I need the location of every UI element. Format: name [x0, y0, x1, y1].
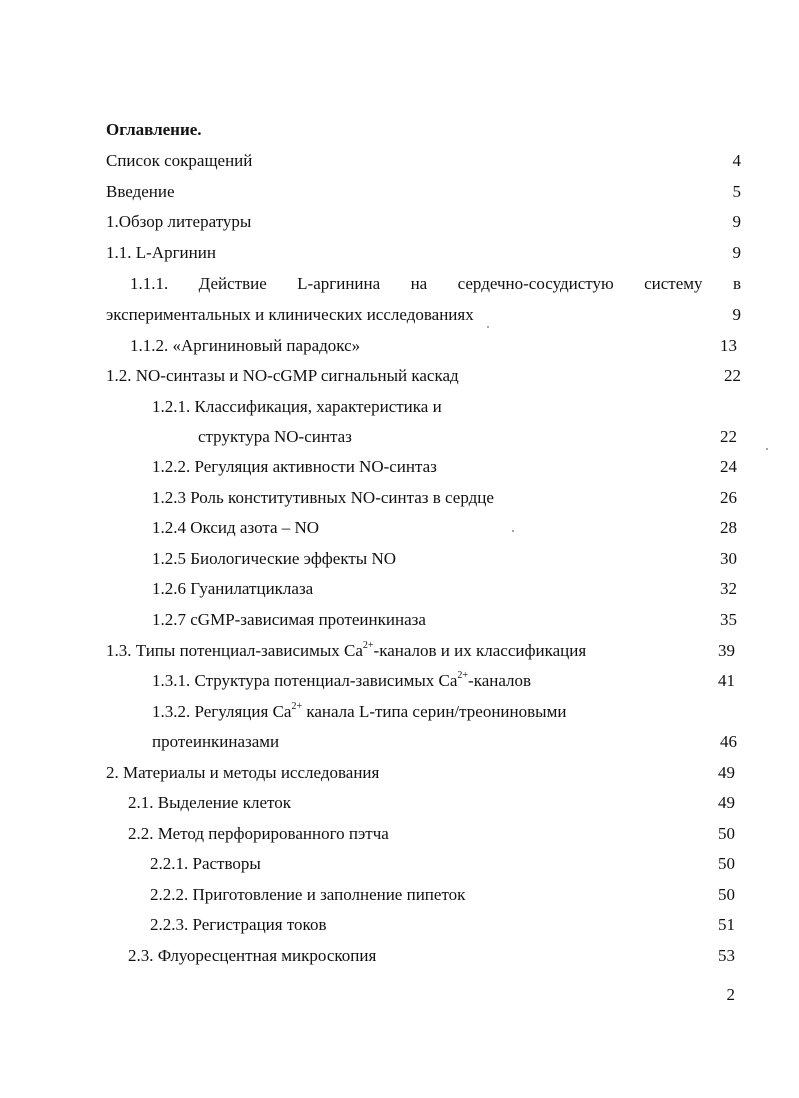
toc-word: на: [410, 274, 428, 293]
toc-entry-page: 4: [732, 151, 741, 170]
toc-label-part: 1.3. Типы потенциал-зависимых Ca: [106, 641, 363, 660]
toc-entry: [106, 640, 735, 662]
toc-word: сердечно-сосудистую: [457, 274, 614, 293]
toc-entry-label: 1.2.6 Гуанилатциклаза: [152, 579, 314, 598]
toc-entry-label: [152, 670, 531, 692]
toc-entry-label: 1.Обзор литературы: [106, 212, 252, 231]
toc-entry-label: 1.2.7 cGMP-зависимая протеинкиназа: [152, 610, 426, 629]
toc-word: L-аргинина: [297, 274, 381, 293]
toc-entry: [106, 211, 741, 233]
scan-speck: [766, 448, 768, 450]
toc-entry-page: 26: [720, 488, 737, 507]
toc-entry: [128, 945, 735, 967]
toc-entry-page: 24: [720, 457, 737, 476]
toc-entry-page: 49: [718, 793, 735, 812]
toc-entry-label: 2.3. Флуоресцентная микроскопия: [128, 946, 377, 965]
toc-entry-page: 49: [718, 763, 735, 782]
toc-entry-page: 13: [720, 336, 737, 355]
toc-entry: [152, 670, 735, 692]
toc-entry-label: Введение: [106, 182, 175, 201]
toc-entry-label: 2. Материалы и методы исследования: [106, 763, 380, 782]
toc-entry-label: 1.2.3 Роль конститутивных NO-синтаз в сердце: [152, 488, 494, 507]
toc-label-part: -каналов: [468, 671, 532, 690]
toc-entry-page: 32: [720, 579, 737, 598]
toc-entry: [106, 150, 741, 172]
toc-label-part: канала L-типа серин/треониновыми: [302, 702, 567, 721]
toc-entry: [152, 517, 737, 539]
scan-speck: [487, 326, 489, 328]
toc-entry: [152, 548, 737, 570]
toc-entry-page: 9: [732, 305, 741, 324]
toc-entry-label-cont: экспериментальных и клинических исследованиях: [106, 305, 474, 324]
toc-entry-page: 39: [718, 641, 735, 660]
toc-entry: [152, 731, 737, 753]
toc-entry: [128, 792, 735, 814]
toc-entry-label: 1.2.4 Оксид азота – NO: [152, 518, 320, 537]
toc-label-superscript: 2+: [457, 670, 469, 681]
toc-entry: [150, 914, 735, 936]
toc-entry: [152, 609, 737, 631]
toc-entry-label-cont: структура NO-синтаз: [198, 427, 352, 446]
toc-entry-label: 1.2.1. Классификация, характеристика и: [152, 397, 442, 416]
toc-label-superscript: 2+: [291, 701, 303, 712]
toc-word: системy: [644, 274, 703, 293]
toc-label-part: 1.3.2. Регуляция Ca: [152, 702, 292, 721]
toc-entry-label: 2.2.2. Приготовление и заполнение пипеток: [150, 885, 466, 904]
toc-entry-page: 51: [718, 915, 735, 934]
toc-word: 1.1.1.: [130, 274, 169, 293]
toc-entry: [106, 365, 741, 387]
toc-entry-label: [106, 640, 586, 662]
page-number: 2: [726, 985, 735, 1004]
toc-entry-page: 41: [718, 671, 735, 690]
toc-entry-label: 1.1.2. «Аргининовый парадокс»: [130, 336, 361, 355]
toc-entry-label: [152, 701, 566, 723]
toc-entry: [152, 396, 737, 418]
toc-entry-label-cont: протеинкиназами: [152, 732, 280, 751]
toc-entry-page: 35: [720, 610, 737, 629]
toc-entry-label: 2.2.1. Растворы: [150, 854, 261, 873]
toc-entry: [106, 762, 735, 784]
toc-entry-page: 53: [718, 946, 735, 965]
toc-entry-page: 28: [720, 518, 737, 537]
toc-entry-page: 50: [718, 824, 735, 843]
toc-entry-label: 1.1. L-Аргинин: [106, 243, 216, 262]
toc-entry-label: 2.1. Выделение клеток: [128, 793, 291, 812]
toc-entry-label: 1.2.2. Регуляция активности NO-синтаз: [152, 457, 437, 476]
toc-entry: [152, 456, 737, 478]
toc-entry-page: 30: [720, 549, 737, 568]
toc-label-part: -каналов и их классификация: [373, 641, 587, 660]
toc-entry-label: Список сокращений: [106, 151, 253, 170]
scan-speck: [512, 530, 514, 532]
toc-entry-page: 50: [718, 885, 735, 904]
toc-entry: [150, 853, 735, 875]
toc-entry-page: 9: [732, 212, 741, 231]
toc-entry: [152, 578, 737, 600]
toc-entry: [106, 304, 741, 326]
toc-entry-page: 50: [718, 854, 735, 873]
toc-entry-page: 5: [732, 182, 741, 201]
toc-title: Оглавление.: [106, 120, 202, 139]
toc-entry: [128, 823, 735, 845]
toc-entry-label: 2.2.3. Регистрация токов: [150, 915, 327, 934]
toc-entry-label: 1.2.5 Биологические эффекты NO: [152, 549, 397, 568]
toc-label-superscript: 2+: [362, 640, 374, 651]
toc-entry: [106, 181, 741, 203]
toc-word: Действие: [198, 274, 267, 293]
toc-entry-page: 22: [720, 427, 737, 446]
toc-entry-page: 9: [732, 243, 741, 262]
toc-entry: [152, 487, 737, 509]
toc-entry: [152, 701, 737, 723]
toc-entry-justified-line: [130, 273, 741, 295]
toc-entry: [198, 426, 737, 448]
toc-entry: [106, 242, 741, 264]
toc-entry: [130, 335, 737, 357]
toc-word: в: [732, 274, 741, 293]
toc-label-part: 1.3.1. Структура потенциал-зависимых Ca: [152, 671, 458, 690]
toc-entry: [150, 884, 735, 906]
toc-entry-page: 22: [724, 366, 741, 385]
toc-entry-label: 2.2. Метод перфорированного пэтча: [128, 824, 389, 843]
toc-entry-label: 1.2. NO-синтазы и NO-cGMP сигнальный каскад: [106, 366, 459, 385]
toc-entry-page: 46: [720, 732, 737, 751]
